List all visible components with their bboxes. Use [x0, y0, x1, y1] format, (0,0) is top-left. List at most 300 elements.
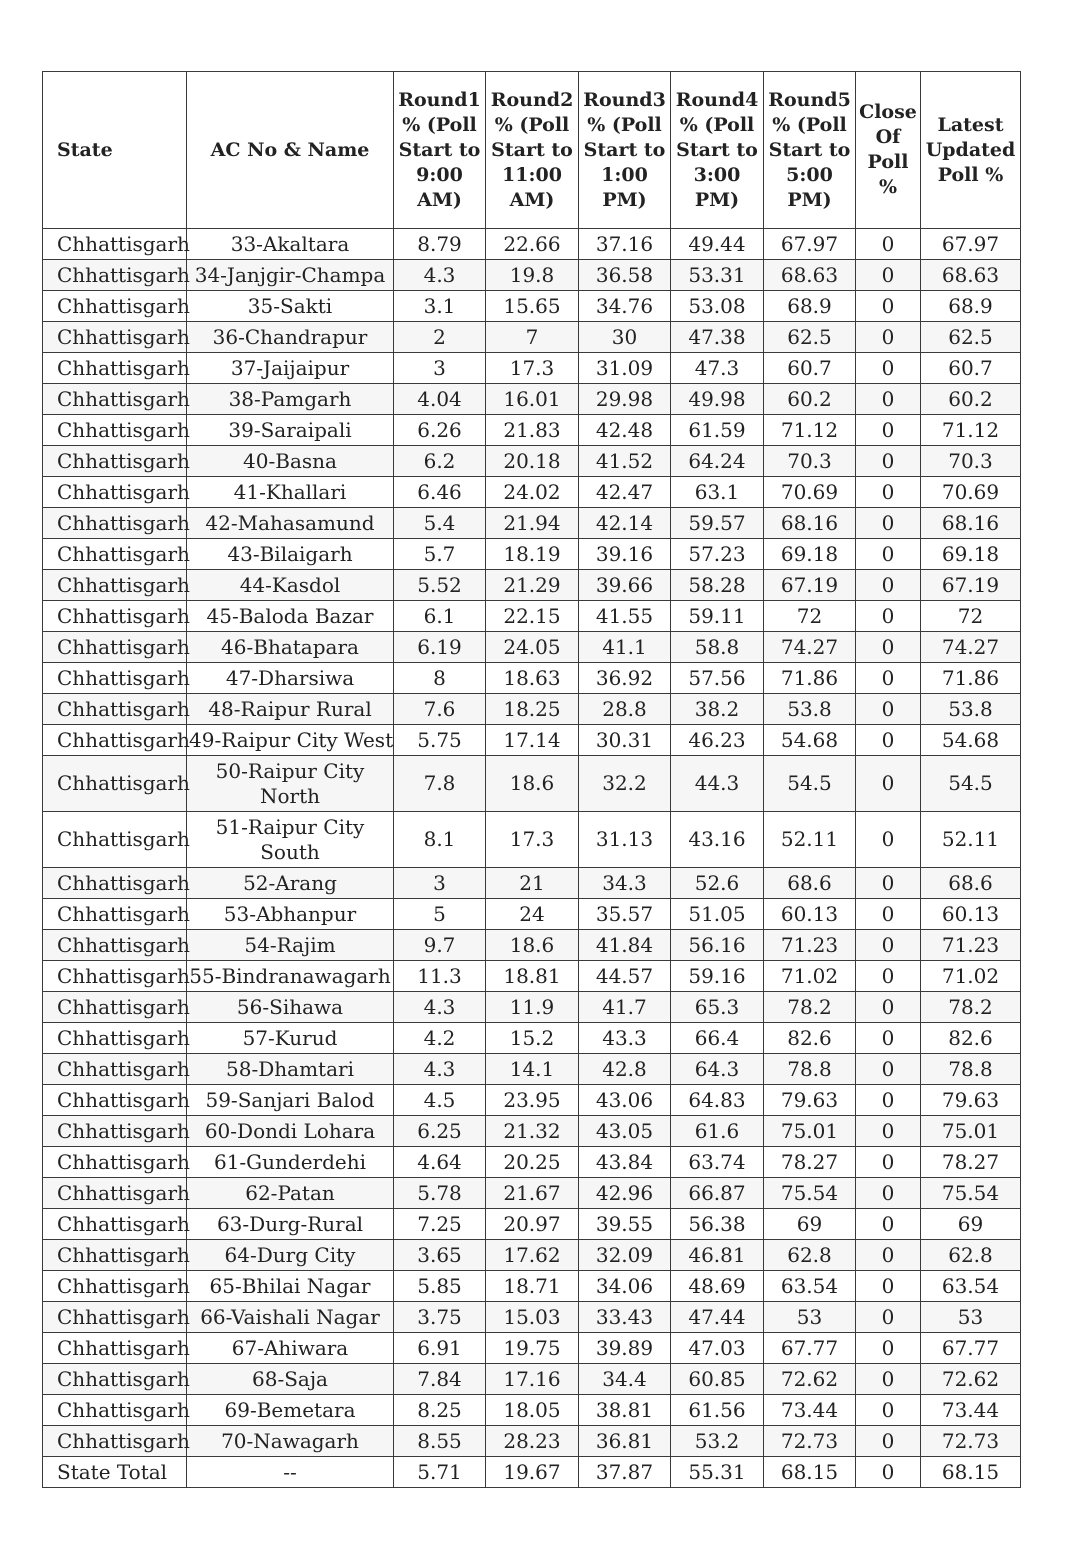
cell-round3: 33.43 — [579, 1302, 671, 1333]
cell-ac-name: 39-Saraipali — [187, 415, 394, 446]
cell-round1: 8.55 — [394, 1426, 486, 1457]
cell-state: Chhattisgarh — [43, 570, 187, 601]
cell-round5: 75.54 — [764, 1178, 856, 1209]
cell-round4: 46.81 — [671, 1240, 764, 1271]
cell-round4: 65.3 — [671, 992, 764, 1023]
cell-round2: 17.62 — [486, 1240, 579, 1271]
cell-round4: 66.87 — [671, 1178, 764, 1209]
cell-round2: 22.15 — [486, 601, 579, 632]
cell-latest-updated: 79.63 — [921, 1085, 1021, 1116]
cell-round3: 28.8 — [579, 694, 671, 725]
cell-state: Chhattisgarh — [43, 508, 187, 539]
cell-round5: 60.7 — [764, 353, 856, 384]
cell-round3: 41.7 — [579, 992, 671, 1023]
cell-close-of-poll: 0 — [856, 992, 921, 1023]
cell-round2: 18.19 — [486, 539, 579, 570]
cell-close-of-poll: 0 — [856, 322, 921, 353]
cell-ac-name: 57-Kurud — [187, 1023, 394, 1054]
cell-state: Chhattisgarh — [43, 1178, 187, 1209]
cell-round3: 37.16 — [579, 229, 671, 260]
cell-state: Chhattisgarh — [43, 229, 187, 260]
table-row — [43, 756, 1021, 812]
poll-percentage-table — [42, 71, 1021, 1488]
cell-round2: 7 — [486, 322, 579, 353]
cell-round3: 34.3 — [579, 868, 671, 899]
cell-latest-updated: 78.8 — [921, 1054, 1021, 1085]
cell-close-of-poll: 0 — [856, 1209, 921, 1240]
cell-round4: 59.57 — [671, 508, 764, 539]
cell-round4: 58.28 — [671, 570, 764, 601]
cell-round4: 59.16 — [671, 961, 764, 992]
cell-latest-updated: 54.5 — [921, 756, 1021, 812]
cell-round2: 21.67 — [486, 1178, 579, 1209]
cell-ac-name: 41-Khallari — [187, 477, 394, 508]
cell-latest-updated: 63.54 — [921, 1271, 1021, 1302]
cell-state: Chhattisgarh — [43, 632, 187, 663]
cell-round4: 55.31 — [671, 1457, 764, 1488]
cell-close-of-poll: 0 — [856, 570, 921, 601]
cell-round2: 15.03 — [486, 1302, 579, 1333]
cell-round5: 69 — [764, 1209, 856, 1240]
cell-latest-updated: 69.18 — [921, 539, 1021, 570]
cell-round5: 68.63 — [764, 260, 856, 291]
cell-round5: 54.5 — [764, 756, 856, 812]
cell-round5: 67.77 — [764, 1333, 856, 1364]
cell-round4: 53.31 — [671, 260, 764, 291]
cell-round2: 18.6 — [486, 756, 579, 812]
cell-close-of-poll: 0 — [856, 384, 921, 415]
header-state: State — [43, 72, 187, 229]
cell-latest-updated: 75.01 — [921, 1116, 1021, 1147]
cell-round1: 5.7 — [394, 539, 486, 570]
cell-round4: 61.6 — [671, 1116, 764, 1147]
cell-round5: 78.8 — [764, 1054, 856, 1085]
cell-round5: 52.11 — [764, 812, 856, 868]
cell-ac-name: 59-Sanjari Balod — [187, 1085, 394, 1116]
cell-close-of-poll: 0 — [856, 1085, 921, 1116]
cell-round5: 72 — [764, 601, 856, 632]
cell-round4: 59.11 — [671, 601, 764, 632]
cell-close-of-poll: 0 — [856, 1395, 921, 1426]
cell-round4: 61.59 — [671, 415, 764, 446]
cell-round1: 3 — [394, 868, 486, 899]
cell-round4: 52.6 — [671, 868, 764, 899]
cell-round2: 21.32 — [486, 1116, 579, 1147]
cell-latest-updated: 67.97 — [921, 229, 1021, 260]
cell-ac-name: 49-Raipur City West — [187, 725, 394, 756]
cell-latest-updated: 69 — [921, 1209, 1021, 1240]
cell-latest-updated: 74.27 — [921, 632, 1021, 663]
cell-round2: 17.16 — [486, 1364, 579, 1395]
cell-ac-name: 36-Chandrapur — [187, 322, 394, 353]
cell-round4: 60.85 — [671, 1364, 764, 1395]
cell-round5: 70.3 — [764, 446, 856, 477]
cell-ac-name: 70-Nawagarh — [187, 1426, 394, 1457]
cell-round2: 28.23 — [486, 1426, 579, 1457]
table-row — [43, 1333, 1021, 1364]
cell-round5: 71.23 — [764, 930, 856, 961]
cell-round3: 31.13 — [579, 812, 671, 868]
cell-latest-updated: 68.6 — [921, 868, 1021, 899]
cell-ac-name: 46-Bhatapara — [187, 632, 394, 663]
table-row — [43, 601, 1021, 632]
table-row — [43, 353, 1021, 384]
cell-round1: 6.91 — [394, 1333, 486, 1364]
cell-state: Chhattisgarh — [43, 601, 187, 632]
table-row — [43, 1178, 1021, 1209]
cell-round3: 41.55 — [579, 601, 671, 632]
cell-ac-name: 66-Vaishali Nagar — [187, 1302, 394, 1333]
cell-state: Chhattisgarh — [43, 812, 187, 868]
header-ac-name: AC No & Name — [187, 72, 394, 229]
cell-state: Chhattisgarh — [43, 1023, 187, 1054]
cell-state: Chhattisgarh — [43, 260, 187, 291]
cell-round5: 72.73 — [764, 1426, 856, 1457]
cell-round5: 74.27 — [764, 632, 856, 663]
cell-ac-name: 34-Janjgir-Champa — [187, 260, 394, 291]
table-body — [43, 229, 1021, 1488]
table-row — [43, 508, 1021, 539]
cell-round3: 31.09 — [579, 353, 671, 384]
cell-round3: 35.57 — [579, 899, 671, 930]
table-row — [43, 539, 1021, 570]
cell-round2: 19.8 — [486, 260, 579, 291]
cell-round3: 43.3 — [579, 1023, 671, 1054]
cell-round4: 51.05 — [671, 899, 764, 930]
cell-round4: 46.23 — [671, 725, 764, 756]
table-row — [43, 1116, 1021, 1147]
cell-round2: 20.97 — [486, 1209, 579, 1240]
cell-round4: 66.4 — [671, 1023, 764, 1054]
cell-latest-updated: 60.7 — [921, 353, 1021, 384]
cell-round2: 11.9 — [486, 992, 579, 1023]
cell-round2: 15.2 — [486, 1023, 579, 1054]
cell-round3: 44.57 — [579, 961, 671, 992]
table-row — [43, 868, 1021, 899]
header-row — [43, 72, 1021, 229]
cell-ac-name: 44-Kasdol — [187, 570, 394, 601]
cell-round2: 18.6 — [486, 930, 579, 961]
table-row — [43, 632, 1021, 663]
cell-round4: 38.2 — [671, 694, 764, 725]
table-row — [43, 663, 1021, 694]
cell-state: Chhattisgarh — [43, 1364, 187, 1395]
cell-latest-updated: 78.2 — [921, 992, 1021, 1023]
cell-round2: 18.81 — [486, 961, 579, 992]
cell-close-of-poll: 0 — [856, 1054, 921, 1085]
cell-round2: 24.05 — [486, 632, 579, 663]
cell-round5: 68.16 — [764, 508, 856, 539]
cell-ac-name: 65-Bhilai Nagar — [187, 1271, 394, 1302]
header-close-of-poll: Close Of Poll % — [856, 72, 921, 229]
cell-round5: 79.63 — [764, 1085, 856, 1116]
cell-close-of-poll: 0 — [856, 353, 921, 384]
cell-round5: 78.27 — [764, 1147, 856, 1178]
cell-latest-updated: 60.13 — [921, 899, 1021, 930]
cell-ac-name: 45-Baloda Bazar — [187, 601, 394, 632]
cell-close-of-poll: 0 — [856, 477, 921, 508]
cell-round3: 32.2 — [579, 756, 671, 812]
cell-round5: 62.5 — [764, 322, 856, 353]
cell-round3: 29.98 — [579, 384, 671, 415]
cell-close-of-poll: 0 — [856, 899, 921, 930]
cell-latest-updated: 67.19 — [921, 570, 1021, 601]
table-header — [43, 72, 1021, 229]
cell-state: Chhattisgarh — [43, 353, 187, 384]
cell-round2: 21 — [486, 868, 579, 899]
cell-latest-updated: 62.5 — [921, 322, 1021, 353]
cell-round1: 7.6 — [394, 694, 486, 725]
cell-round3: 30 — [579, 322, 671, 353]
cell-state: Chhattisgarh — [43, 1116, 187, 1147]
table-row — [43, 1054, 1021, 1085]
cell-round5: 68.6 — [764, 868, 856, 899]
cell-ac-name: 47-Dharsiwa — [187, 663, 394, 694]
cell-state: Chhattisgarh — [43, 1333, 187, 1364]
cell-round2: 18.63 — [486, 663, 579, 694]
table-row — [43, 415, 1021, 446]
cell-round5: 75.01 — [764, 1116, 856, 1147]
cell-round2: 17.3 — [486, 812, 579, 868]
cell-round2: 24.02 — [486, 477, 579, 508]
table-row — [43, 322, 1021, 353]
cell-round2: 16.01 — [486, 384, 579, 415]
cell-round4: 43.16 — [671, 812, 764, 868]
cell-round4: 61.56 — [671, 1395, 764, 1426]
cell-ac-name: 40-Basna — [187, 446, 394, 477]
cell-close-of-poll: 0 — [856, 1364, 921, 1395]
cell-round2: 18.05 — [486, 1395, 579, 1426]
cell-latest-updated: 53 — [921, 1302, 1021, 1333]
cell-close-of-poll: 0 — [856, 930, 921, 961]
cell-round5: 63.54 — [764, 1271, 856, 1302]
cell-round5: 72.62 — [764, 1364, 856, 1395]
cell-ac-name: 48-Raipur Rural — [187, 694, 394, 725]
cell-round3: 39.16 — [579, 539, 671, 570]
cell-round4: 53.08 — [671, 291, 764, 322]
cell-round4: 64.3 — [671, 1054, 764, 1085]
cell-round1: 8 — [394, 663, 486, 694]
cell-round1: 4.5 — [394, 1085, 486, 1116]
cell-round1: 5.52 — [394, 570, 486, 601]
cell-round4: 48.69 — [671, 1271, 764, 1302]
cell-round3: 42.96 — [579, 1178, 671, 1209]
cell-state: Chhattisgarh — [43, 756, 187, 812]
cell-close-of-poll: 0 — [856, 539, 921, 570]
cell-round1: 4.04 — [394, 384, 486, 415]
cell-ac-name: 56-Sihawa — [187, 992, 394, 1023]
cell-latest-updated: 68.9 — [921, 291, 1021, 322]
cell-latest-updated: 68.16 — [921, 508, 1021, 539]
cell-round2: 14.1 — [486, 1054, 579, 1085]
cell-close-of-poll: 0 — [856, 601, 921, 632]
cell-state: Chhattisgarh — [43, 291, 187, 322]
cell-latest-updated: 75.54 — [921, 1178, 1021, 1209]
cell-round2: 18.71 — [486, 1271, 579, 1302]
cell-latest-updated: 53.8 — [921, 694, 1021, 725]
cell-round3: 41.84 — [579, 930, 671, 961]
cell-round4: 47.3 — [671, 353, 764, 384]
cell-latest-updated: 68.15 — [921, 1457, 1021, 1488]
cell-round2: 24 — [486, 899, 579, 930]
cell-close-of-poll: 0 — [856, 229, 921, 260]
cell-state: Chhattisgarh — [43, 1085, 187, 1116]
table-row — [43, 1271, 1021, 1302]
cell-round4: 63.74 — [671, 1147, 764, 1178]
cell-round4: 64.24 — [671, 446, 764, 477]
cell-state: Chhattisgarh — [43, 1054, 187, 1085]
cell-close-of-poll: 0 — [856, 1271, 921, 1302]
cell-round2: 18.25 — [486, 694, 579, 725]
cell-latest-updated: 60.2 — [921, 384, 1021, 415]
cell-round1: 8.1 — [394, 812, 486, 868]
cell-round3: 42.14 — [579, 508, 671, 539]
header-round5: Round5 % (Poll Start to 5:00 PM) — [764, 72, 856, 229]
cell-round5: 60.13 — [764, 899, 856, 930]
cell-latest-updated: 68.63 — [921, 260, 1021, 291]
cell-state: Chhattisgarh — [43, 694, 187, 725]
cell-ac-name: 60-Dondi Lohara — [187, 1116, 394, 1147]
cell-round1: 4.3 — [394, 1054, 486, 1085]
cell-round1: 3 — [394, 353, 486, 384]
cell-round3: 34.76 — [579, 291, 671, 322]
table-row — [43, 1085, 1021, 1116]
cell-latest-updated: 73.44 — [921, 1395, 1021, 1426]
state-total-row — [43, 1457, 1021, 1488]
cell-close-of-poll: 0 — [856, 1116, 921, 1147]
cell-round4: 53.2 — [671, 1426, 764, 1457]
cell-round1: 7.8 — [394, 756, 486, 812]
cell-state: Chhattisgarh — [43, 1302, 187, 1333]
cell-round5: 53 — [764, 1302, 856, 1333]
table-row — [43, 1395, 1021, 1426]
cell-round3: 36.92 — [579, 663, 671, 694]
cell-round3: 41.1 — [579, 632, 671, 663]
cell-state: Chhattisgarh — [43, 663, 187, 694]
table-row — [43, 260, 1021, 291]
cell-ac-name: 62-Patan — [187, 1178, 394, 1209]
cell-close-of-poll: 0 — [856, 1333, 921, 1364]
cell-round5: 67.19 — [764, 570, 856, 601]
cell-round1: 3.65 — [394, 1240, 486, 1271]
cell-ac-name: 52-Arang — [187, 868, 394, 899]
table-row — [43, 570, 1021, 601]
cell-state: Chhattisgarh — [43, 1395, 187, 1426]
cell-state: Chhattisgarh — [43, 446, 187, 477]
cell-round4: 56.16 — [671, 930, 764, 961]
table-row — [43, 446, 1021, 477]
header-latest-updated: Latest Updated Poll % — [921, 72, 1021, 229]
table-row — [43, 812, 1021, 868]
cell-close-of-poll: 0 — [856, 663, 921, 694]
table-row — [43, 1364, 1021, 1395]
cell-ac-name: 38-Pamgarh — [187, 384, 394, 415]
cell-round5: 69.18 — [764, 539, 856, 570]
cell-close-of-poll: 0 — [856, 415, 921, 446]
cell-latest-updated: 62.8 — [921, 1240, 1021, 1271]
cell-round5: 70.69 — [764, 477, 856, 508]
cell-round2: 21.94 — [486, 508, 579, 539]
cell-round2: 21.29 — [486, 570, 579, 601]
cell-round3: 43.84 — [579, 1147, 671, 1178]
cell-round5: 68.15 — [764, 1457, 856, 1488]
table-row — [43, 899, 1021, 930]
cell-state: Chhattisgarh — [43, 961, 187, 992]
cell-close-of-poll: 0 — [856, 1240, 921, 1271]
table-row — [43, 384, 1021, 415]
cell-round5: 82.6 — [764, 1023, 856, 1054]
cell-state: State Total — [43, 1457, 187, 1488]
cell-round5: 54.68 — [764, 725, 856, 756]
cell-ac-name: 64-Durg City — [187, 1240, 394, 1271]
cell-latest-updated: 72.73 — [921, 1426, 1021, 1457]
cell-round5: 71.86 — [764, 663, 856, 694]
cell-close-of-poll: 0 — [856, 291, 921, 322]
cell-round1: 8.25 — [394, 1395, 486, 1426]
cell-round3: 34.06 — [579, 1271, 671, 1302]
cell-round4: 64.83 — [671, 1085, 764, 1116]
cell-round2: 20.25 — [486, 1147, 579, 1178]
cell-round5: 67.97 — [764, 229, 856, 260]
cell-round4: 56.38 — [671, 1209, 764, 1240]
cell-round3: 32.09 — [579, 1240, 671, 1271]
cell-state: Chhattisgarh — [43, 992, 187, 1023]
cell-close-of-poll: 0 — [856, 508, 921, 539]
cell-latest-updated: 70.69 — [921, 477, 1021, 508]
cell-round1: 7.25 — [394, 1209, 486, 1240]
cell-round2: 15.65 — [486, 291, 579, 322]
cell-round5: 71.02 — [764, 961, 856, 992]
cell-round4: 58.8 — [671, 632, 764, 663]
cell-state: Chhattisgarh — [43, 1271, 187, 1302]
table-row — [43, 291, 1021, 322]
cell-close-of-poll: 0 — [856, 446, 921, 477]
cell-ac-name: 43-Bilaigarh — [187, 539, 394, 570]
table-row — [43, 961, 1021, 992]
cell-round5: 68.9 — [764, 291, 856, 322]
cell-round1: 7.84 — [394, 1364, 486, 1395]
cell-state: Chhattisgarh — [43, 1240, 187, 1271]
cell-state: Chhattisgarh — [43, 899, 187, 930]
cell-close-of-poll: 0 — [856, 1147, 921, 1178]
cell-latest-updated: 52.11 — [921, 812, 1021, 868]
cell-round1: 5.71 — [394, 1457, 486, 1488]
cell-state: Chhattisgarh — [43, 1147, 187, 1178]
cell-state: Chhattisgarh — [43, 930, 187, 961]
cell-round1: 6.2 — [394, 446, 486, 477]
cell-round1: 6.19 — [394, 632, 486, 663]
cell-round5: 78.2 — [764, 992, 856, 1023]
cell-round3: 30.31 — [579, 725, 671, 756]
cell-ac-name: -- — [187, 1457, 394, 1488]
cell-round4: 63.1 — [671, 477, 764, 508]
cell-ac-name: 63-Durg-Rural — [187, 1209, 394, 1240]
cell-round1: 6.25 — [394, 1116, 486, 1147]
cell-round1: 9.7 — [394, 930, 486, 961]
cell-round5: 73.44 — [764, 1395, 856, 1426]
cell-close-of-poll: 0 — [856, 1457, 921, 1488]
cell-state: Chhattisgarh — [43, 539, 187, 570]
cell-round4: 57.23 — [671, 539, 764, 570]
cell-round3: 42.48 — [579, 415, 671, 446]
table-row — [43, 1302, 1021, 1333]
cell-round5: 60.2 — [764, 384, 856, 415]
table-row — [43, 992, 1021, 1023]
table-row — [43, 1240, 1021, 1271]
cell-round3: 41.52 — [579, 446, 671, 477]
cell-round3: 42.8 — [579, 1054, 671, 1085]
cell-round1: 3.1 — [394, 291, 486, 322]
